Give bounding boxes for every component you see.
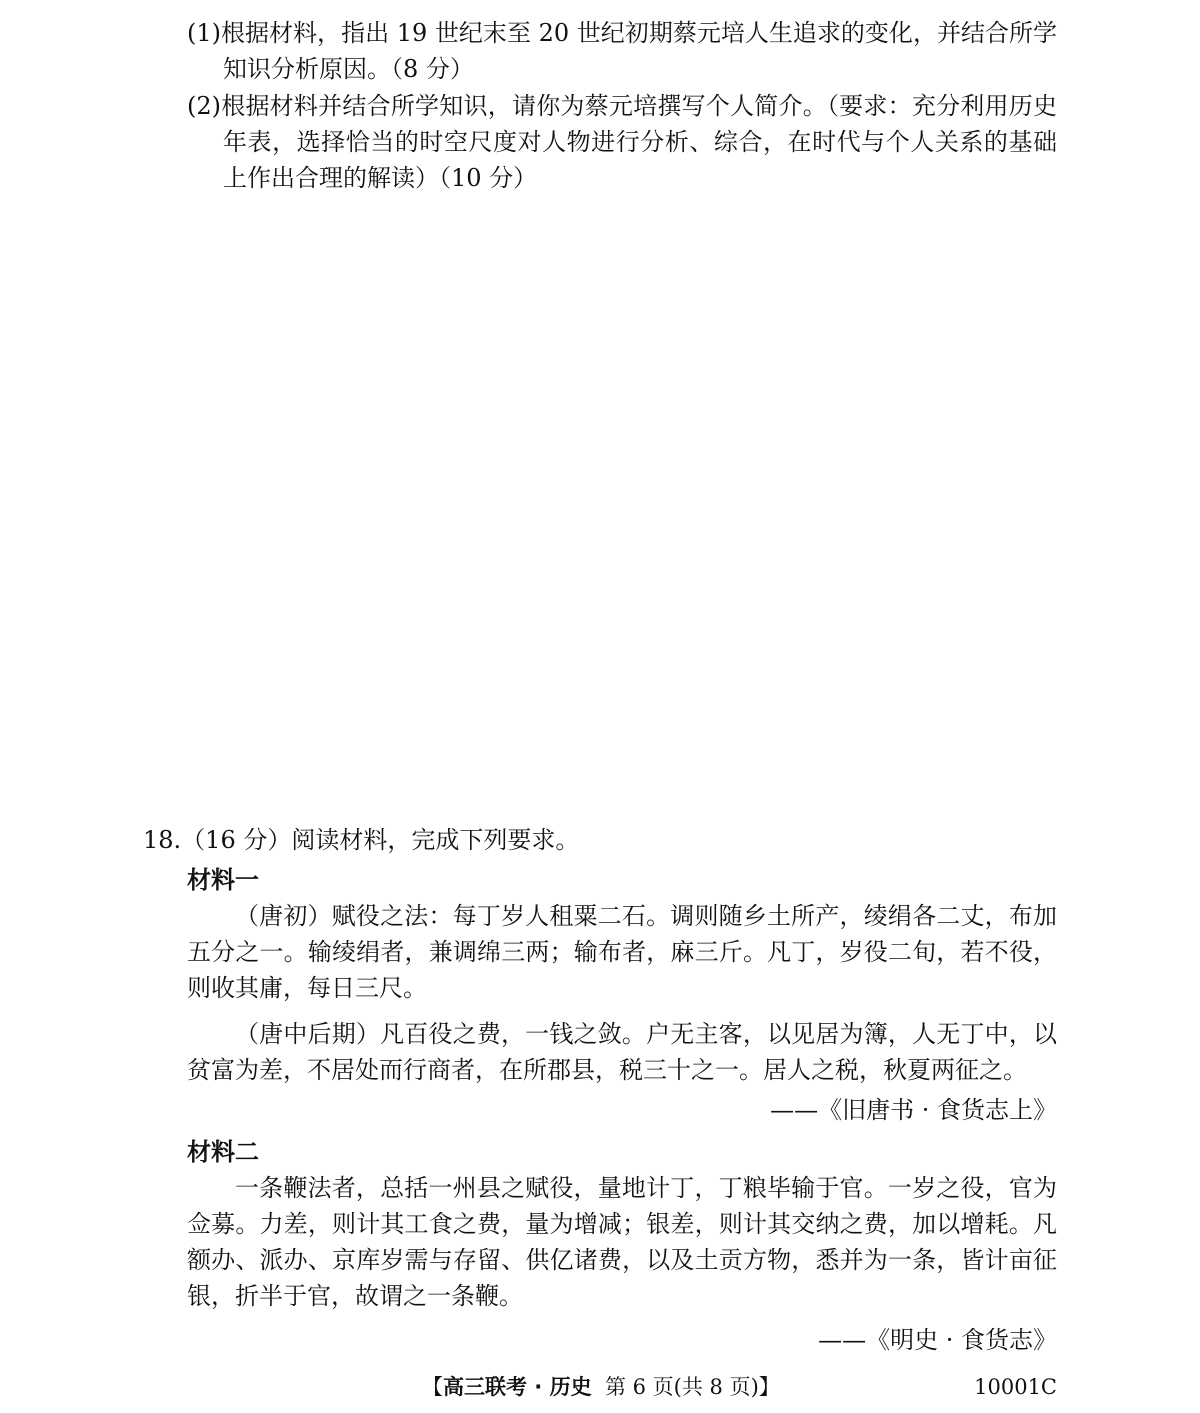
sub-question-1 <box>187 15 1057 87</box>
material-2-source: ——《明史 · 食货志》 <box>818 1326 1057 1354</box>
footer-page-info: 第 6 页(共 8 页) <box>604 1375 759 1399</box>
material-1-label: 材料一 <box>187 866 259 894</box>
material-1-para-2-text: （唐中后期）凡百役之费，一钱之敛。户无主客，以见居为簿，人无丁中，以贫富为差，不居处而行商者，在所郡县，税三十之一。居人之税，秋夏两征之。 <box>187 1020 1057 1084</box>
sub-question-1-label: (1) <box>187 19 221 47</box>
footer-bracket-open: 【 <box>422 1375 443 1399</box>
material-2-label: 材料二 <box>187 1138 259 1166</box>
footer-code: 10001C <box>974 1375 1057 1399</box>
material-1-para-1 <box>187 898 1057 1006</box>
material-1-source: ——《旧唐书 · 食货志上》 <box>770 1096 1057 1124</box>
sub-question-1-text: 根据材料，指出 19 世纪末至 20 世纪初期蔡元培人生追求的变化，并结合所学知识分析原因。（8 分） <box>221 19 1057 83</box>
material-1-para-1-text: （唐初）赋役之法：每丁岁人租粟二石。调则随乡土所产，绫绢各二丈，布加五分之一。输绫绢者，兼调绵三两；输布者，麻三斤。凡丁，岁役二旬，若不役，则收其庸，每日三尺。 <box>187 902 1057 1002</box>
sub-question-2-text: 根据材料并结合所学知识，请你为蔡元培撰写个人简介。（要求：充分利用历史年表，选择恰当的时空尺度对人物进行分析、综合，在时代与个人关系的基础上作出合理的解读）（10 分） <box>221 92 1057 192</box>
material-2-para-1 <box>187 1170 1057 1314</box>
footer-title <box>422 1372 780 1402</box>
footer-bracket-close: 】 <box>758 1375 780 1399</box>
material-1-para-2 <box>187 1016 1057 1088</box>
material-2-para-1-text: 一条鞭法者，总括一州县之赋役，量地计丁，丁粮毕输于官。一岁之役，官为佥募。力差，则计其工食之费，量为增减；银差，则计其交纳之费，加以增耗。凡额办、派办、京库岁需与存留、供亿诸费，以及土贡方物，悉并为一条，皆计亩征银，折半于官，故谓之一条鞭。 <box>187 1174 1057 1310</box>
question-18-heading <box>143 822 1057 858</box>
footer-exam-name: 高三联考 · 历史 <box>443 1375 592 1399</box>
sub-question-2 <box>187 88 1057 196</box>
page-footer <box>0 1372 1200 1402</box>
question-18-title: （16 分）阅读材料，完成下列要求。 <box>181 826 580 854</box>
sub-question-2-label: (2) <box>187 92 221 120</box>
question-18-number: 18. <box>143 826 182 854</box>
